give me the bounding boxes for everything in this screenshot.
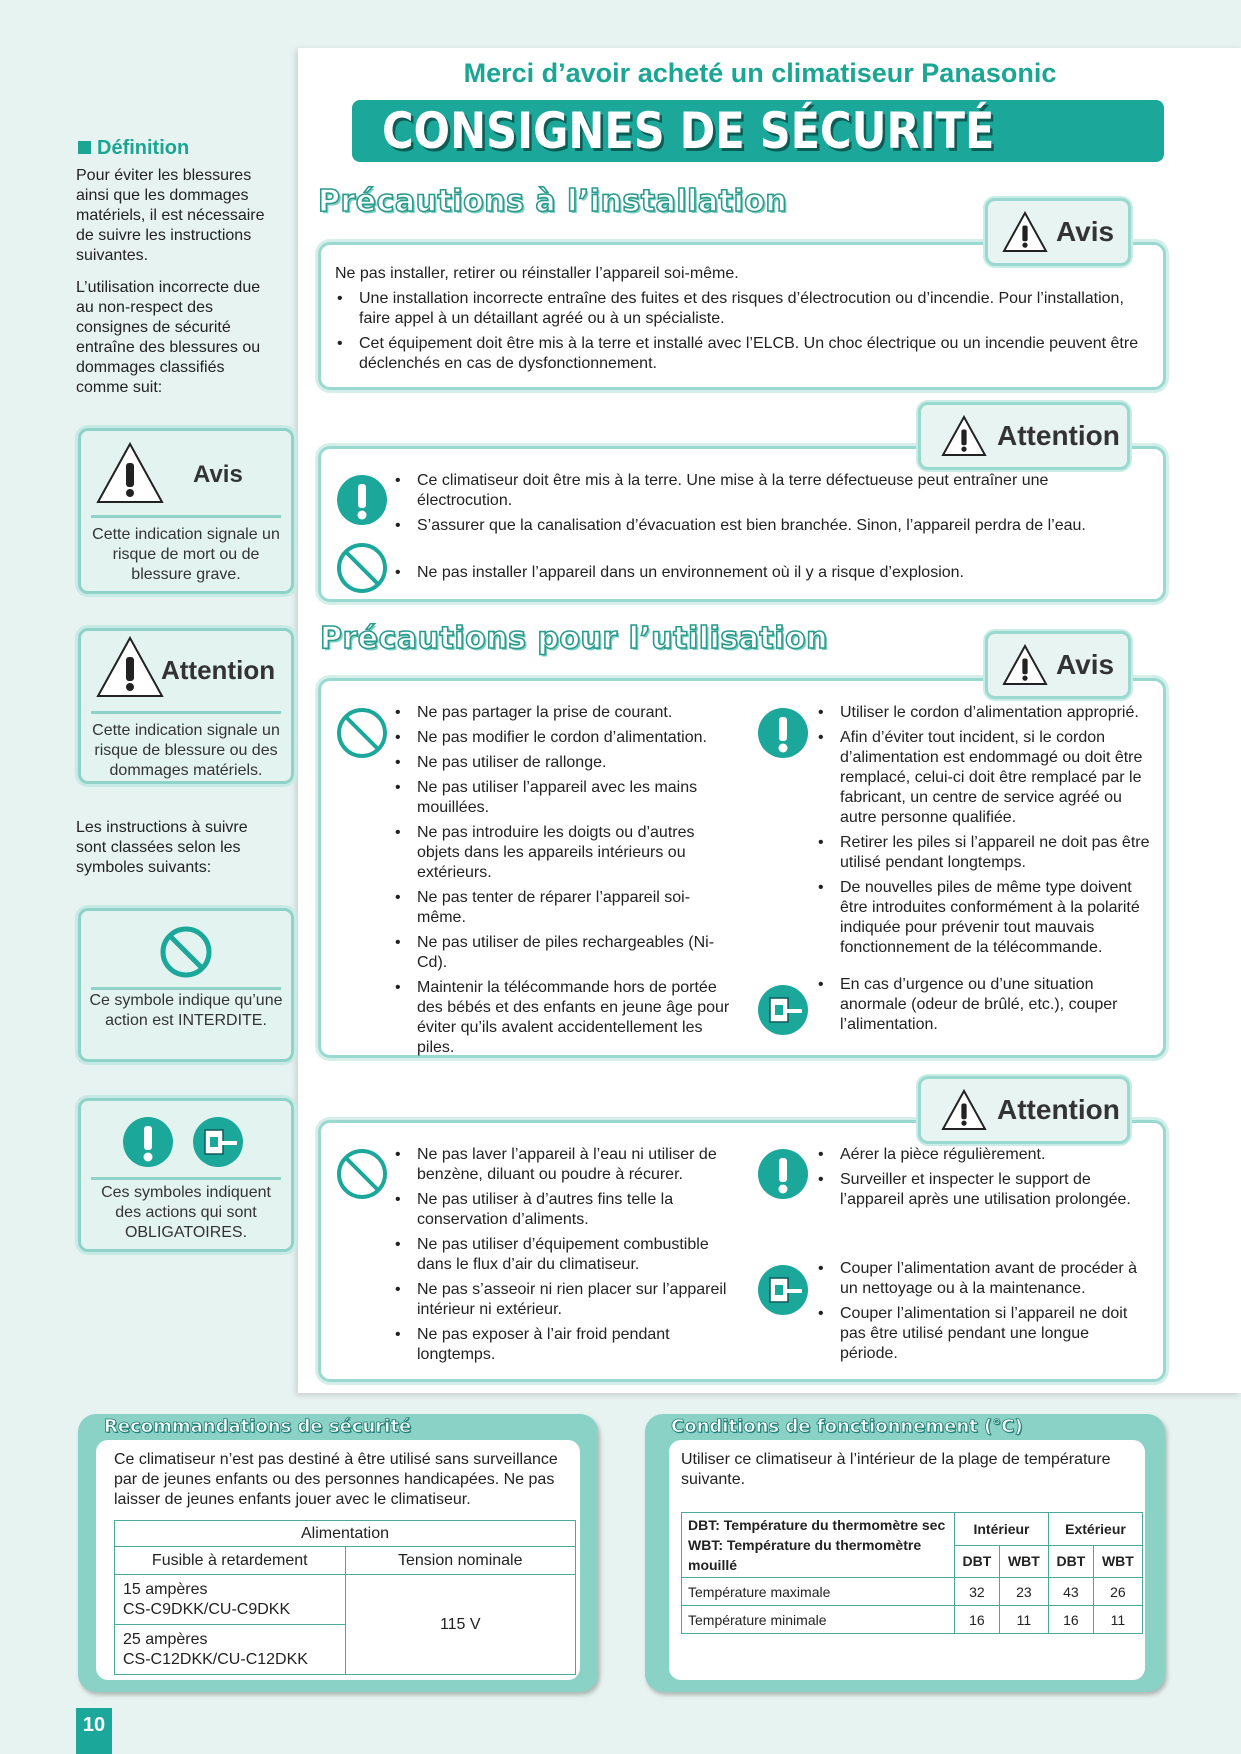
legend-avis-text: Cette indication signale un risque de mort ou de blessure grave. [92,526,280,583]
warning-triangle-icon [941,415,987,457]
title-banner [352,100,1164,162]
utilisation-avis-box [318,678,1166,1058]
col-header: DBT [955,1545,1000,1578]
utilisation-attention-box [318,1120,1166,1382]
list-item: • Ne pas laver l’appareil à l’eau ni utiliser de benzène, diluant ou poudre à récurer. [393,1145,733,1185]
legend-wbt: WBT: Température du thermomètre mouillé [688,1537,922,1573]
row-label: Température maximale [682,1578,955,1606]
cell: 16 [1048,1606,1093,1634]
utilisation-avis-mandatory-list [816,703,1151,963]
utilisation-attention-tag [918,1076,1130,1144]
utilisation-attention-mandatory-list [816,1145,1151,1215]
cell: 11 [999,1606,1048,1634]
warning-triangle-icon [1002,211,1048,253]
utilisation-title: Précautions pour l’utilisation [320,621,829,656]
conditions-text: Utiliser ce climatiseur à l’intérieur de la plage de température suivante. [681,1451,1111,1488]
utilisation-attention-forbidden-list [393,1145,733,1370]
definition-intro: Pour éviter les blessures ainsi que les dommages matériels, il est nécessaire de suivre les instructions suivantes. [76,167,265,264]
installation-avis-list [335,289,1147,379]
legend-mandatory-text: Ces symboles indiquent des actions qui sont OBLIGATOIRES. [101,1184,271,1241]
list-item: • Ne pas utiliser à d’autres fins telle la conservation d’aliments. [393,1190,733,1230]
power-col-voltage: Tension nominale [397,1551,523,1569]
installation-title: Précautions à l’installation [318,184,788,219]
col-header: DBT [1048,1545,1093,1578]
warning-triangle-icon [95,635,165,699]
utilisation-avis-tag [985,631,1131,699]
legend-attention-text: Cette indication signale un risque de blessure ou des dommages matériels. [92,722,280,779]
legend-avis-label: Avis [193,461,243,488]
list-item: • Ne pas partager la prise de courant. [393,703,733,723]
installation-avis-lead: Ne pas installer, retirer ou réinstaller l’appareil soi-même. [335,265,739,282]
page-number: 10 [82,1714,106,1736]
voltage-value: 115 V [439,1615,481,1633]
list-item: • Ne pas utiliser l’appareil avec les mains mouillées. [393,778,733,818]
list-item: • Retirer les piles si l’appareil ne doit pas être utilisé pendant longtemps. [816,833,1151,873]
warning-triangle-icon [1002,644,1048,686]
mandatory-icon [335,473,389,527]
list-item: • Ne pas introduire les doigts ou d’autres objets dans les appareils intérieurs ou extérieurs. [393,823,733,883]
cell: 26 [1110,1583,1126,1600]
list-item: • Une installation incorrecte entraîne des fuites et des risques d’électrocution ou d’incendie. Pour l’installation, faire appel à un détaillant agréé ou à un spécialiste. [335,289,1147,329]
legend-attention-label: Attention [161,655,276,685]
cell: 23 [999,1578,1048,1606]
recommandations-panel [78,1414,598,1692]
avis-label: Avis [1056,649,1115,680]
utilisation-avis-unplug-list [816,975,1151,1040]
table-row [682,1578,1143,1606]
installation-avis-tag [985,198,1131,266]
avis-label: Avis [1056,216,1115,247]
power-col-fuse: Fusible à retardement [115,1547,346,1575]
list-item: • Ne pas utiliser d’équipement combustible dans le flux d’air du climatiseur. [393,1235,733,1275]
unplug-icon [756,983,810,1037]
legend-mandatory [78,1098,294,1252]
page-title: CONSIGNES DE SÉCURITÉ [382,102,995,160]
cell: 43 [1048,1578,1093,1606]
legend-avis [78,428,294,594]
list-item: • Ce climatiseur doit être mis à la terre. Une mise à la terre défectueuse peut entraîner une électrocution. [393,471,1145,511]
conditions-title: Conditions de fonctionnement (°C) [671,1416,1023,1437]
recommandations-title: Recommandations de sécurité [104,1416,412,1437]
fuse-2-amps: 25 ampères [123,1630,208,1648]
list-item: • Couper l’alimentation avant de procéder à un nettoyage ou à la maintenance. [816,1259,1151,1299]
legend-attention [78,628,294,784]
list-item: • En cas d’urgence ou d’une situation anormale (odeur de brûlé, etc.), couper l’alimentation. [816,975,1151,1035]
list-item: • Ne pas installer l’appareil dans un environnement où il y a risque d’explosion. [393,563,1145,583]
page-number-tab [76,1708,112,1754]
power-table-header: Alimentation [300,1524,390,1542]
fuse-1-model: CS-C9DKK/CU-C9DKK [123,1600,291,1618]
interieur-header: Intérieur [955,1513,1049,1546]
recommandations-text: Ce climatiseur n’est pas destiné à être utilisé sans surveillance par de jeunes enfants ou des personnes handicapées. Ne pas laisser de jeunes enfants jouer avec le climatiseur. [114,1451,558,1508]
cell: 16 [955,1606,1000,1634]
list-item: • De nouvelles piles de même type doivent être introduites conformément à la polarité indiquée pour prévenir tout mauvais fonctionnement de la télécommande. [816,878,1151,958]
cell: 11 [1110,1611,1126,1628]
unplug-icon [191,1115,245,1169]
list-item: • Ne pas s’asseoir ni rien placer sur l’appareil intérieur ni extérieur. [393,1280,733,1320]
mandatory-icon [756,706,810,760]
col-header: WBT [999,1545,1048,1578]
fuse-2-model: CS-C12DKK/CU-C12DKK [123,1650,308,1668]
warning-triangle-icon [95,441,165,505]
temperature-table [681,1512,1143,1634]
installation-attention-forbidden-list [393,563,1145,588]
warning-triangle-icon [941,1089,987,1131]
list-item: • Utiliser le cordon d’alimentation approprié. [816,703,1151,723]
legend-forbidden-text: Ce symbole indique qu’une action est INTERDITE. [89,992,283,1029]
installation-attention-mandatory-list [393,471,1145,541]
list-item: • S’assurer que la canalisation d’évacuation est bien branchée. Sinon, l’appareil perdra de l’eau. [393,516,1145,536]
thanks-line: Merci d’avoir acheté un climatiseur Panasonic [463,58,1057,88]
installation-attention-tag [918,402,1130,470]
utilisation-attention-unplug-list [816,1259,1151,1369]
legend-forbidden [78,908,294,1062]
power-table [114,1520,576,1675]
definition-heading: Définition [78,137,189,160]
forbidden-icon [159,925,213,979]
legend-dbt: DBT: Température du thermomètre sec [688,1517,946,1533]
list-item: • Afin d’éviter tout incident, si le cordon d’alimentation est endommagé ou doit être remplacé, celui-ci doit être remplacé par le fabricant, un centre de service agréé ou autre personne qualifiée. [816,728,1151,828]
attention-label: Attention [997,1094,1120,1125]
attention-label: Attention [997,420,1120,451]
list-item: • Ne pas exposer à l’air froid pendant longtemps. [393,1325,733,1365]
exterieur-header: Extérieur [1048,1513,1142,1546]
list-item: • Aérer la pièce régulièrement. [816,1145,1151,1165]
list-item: • Surveiller et inspecter le support de l’appareil après une utilisation prolongée. [816,1170,1151,1210]
list-item: • Ne pas modifier le cordon d’alimentation. [393,728,733,748]
table-row [682,1606,1143,1634]
square-bullet-icon [78,141,91,154]
list-item: • Cet équipement doit être mis à la terre et installé avec l’ELCB. Un choc électrique ou un incendie peuvent être déclenchés en cas de dysfonctionnement. [335,334,1147,374]
fuse-1-amps: 15 ampères [123,1580,208,1598]
cell: 32 [955,1578,1000,1606]
forbidden-icon [335,706,389,760]
utilisation-avis-forbidden-list [393,703,733,1063]
list-item: • Ne pas utiliser de rallonge. [393,753,733,773]
list-item: • Ne pas utiliser de piles rechargeables (Ni-Cd). [393,933,733,973]
row-label: Température minimale [682,1606,955,1634]
definition-intro-2: L’utilisation incorrecte due au non-respect des consignes de sécurité entraîne des blessures ou dommages classifiés comme suit: [76,279,261,396]
forbidden-icon [335,1147,389,1201]
unplug-icon [756,1263,810,1317]
conditions-panel [645,1414,1165,1692]
list-item: • Couper l’alimentation si l’appareil ne doit pas être utilisé pendant une longue période. [816,1304,1151,1364]
forbidden-icon [335,541,389,595]
col-header: WBT [1101,1553,1134,1570]
list-item: • Maintenir la télécommande hors de portée des bébés et des enfants en jeune âge pour éviter qu’ils avalent accidentellement les piles. [393,978,733,1058]
symbols-intro: Les instructions à suivre sont classées selon les symboles suivants: [76,819,248,876]
mandatory-icon [756,1147,810,1201]
mandatory-icon [121,1115,175,1169]
list-item: • Ne pas tenter de réparer l’appareil soi-même. [393,888,733,928]
